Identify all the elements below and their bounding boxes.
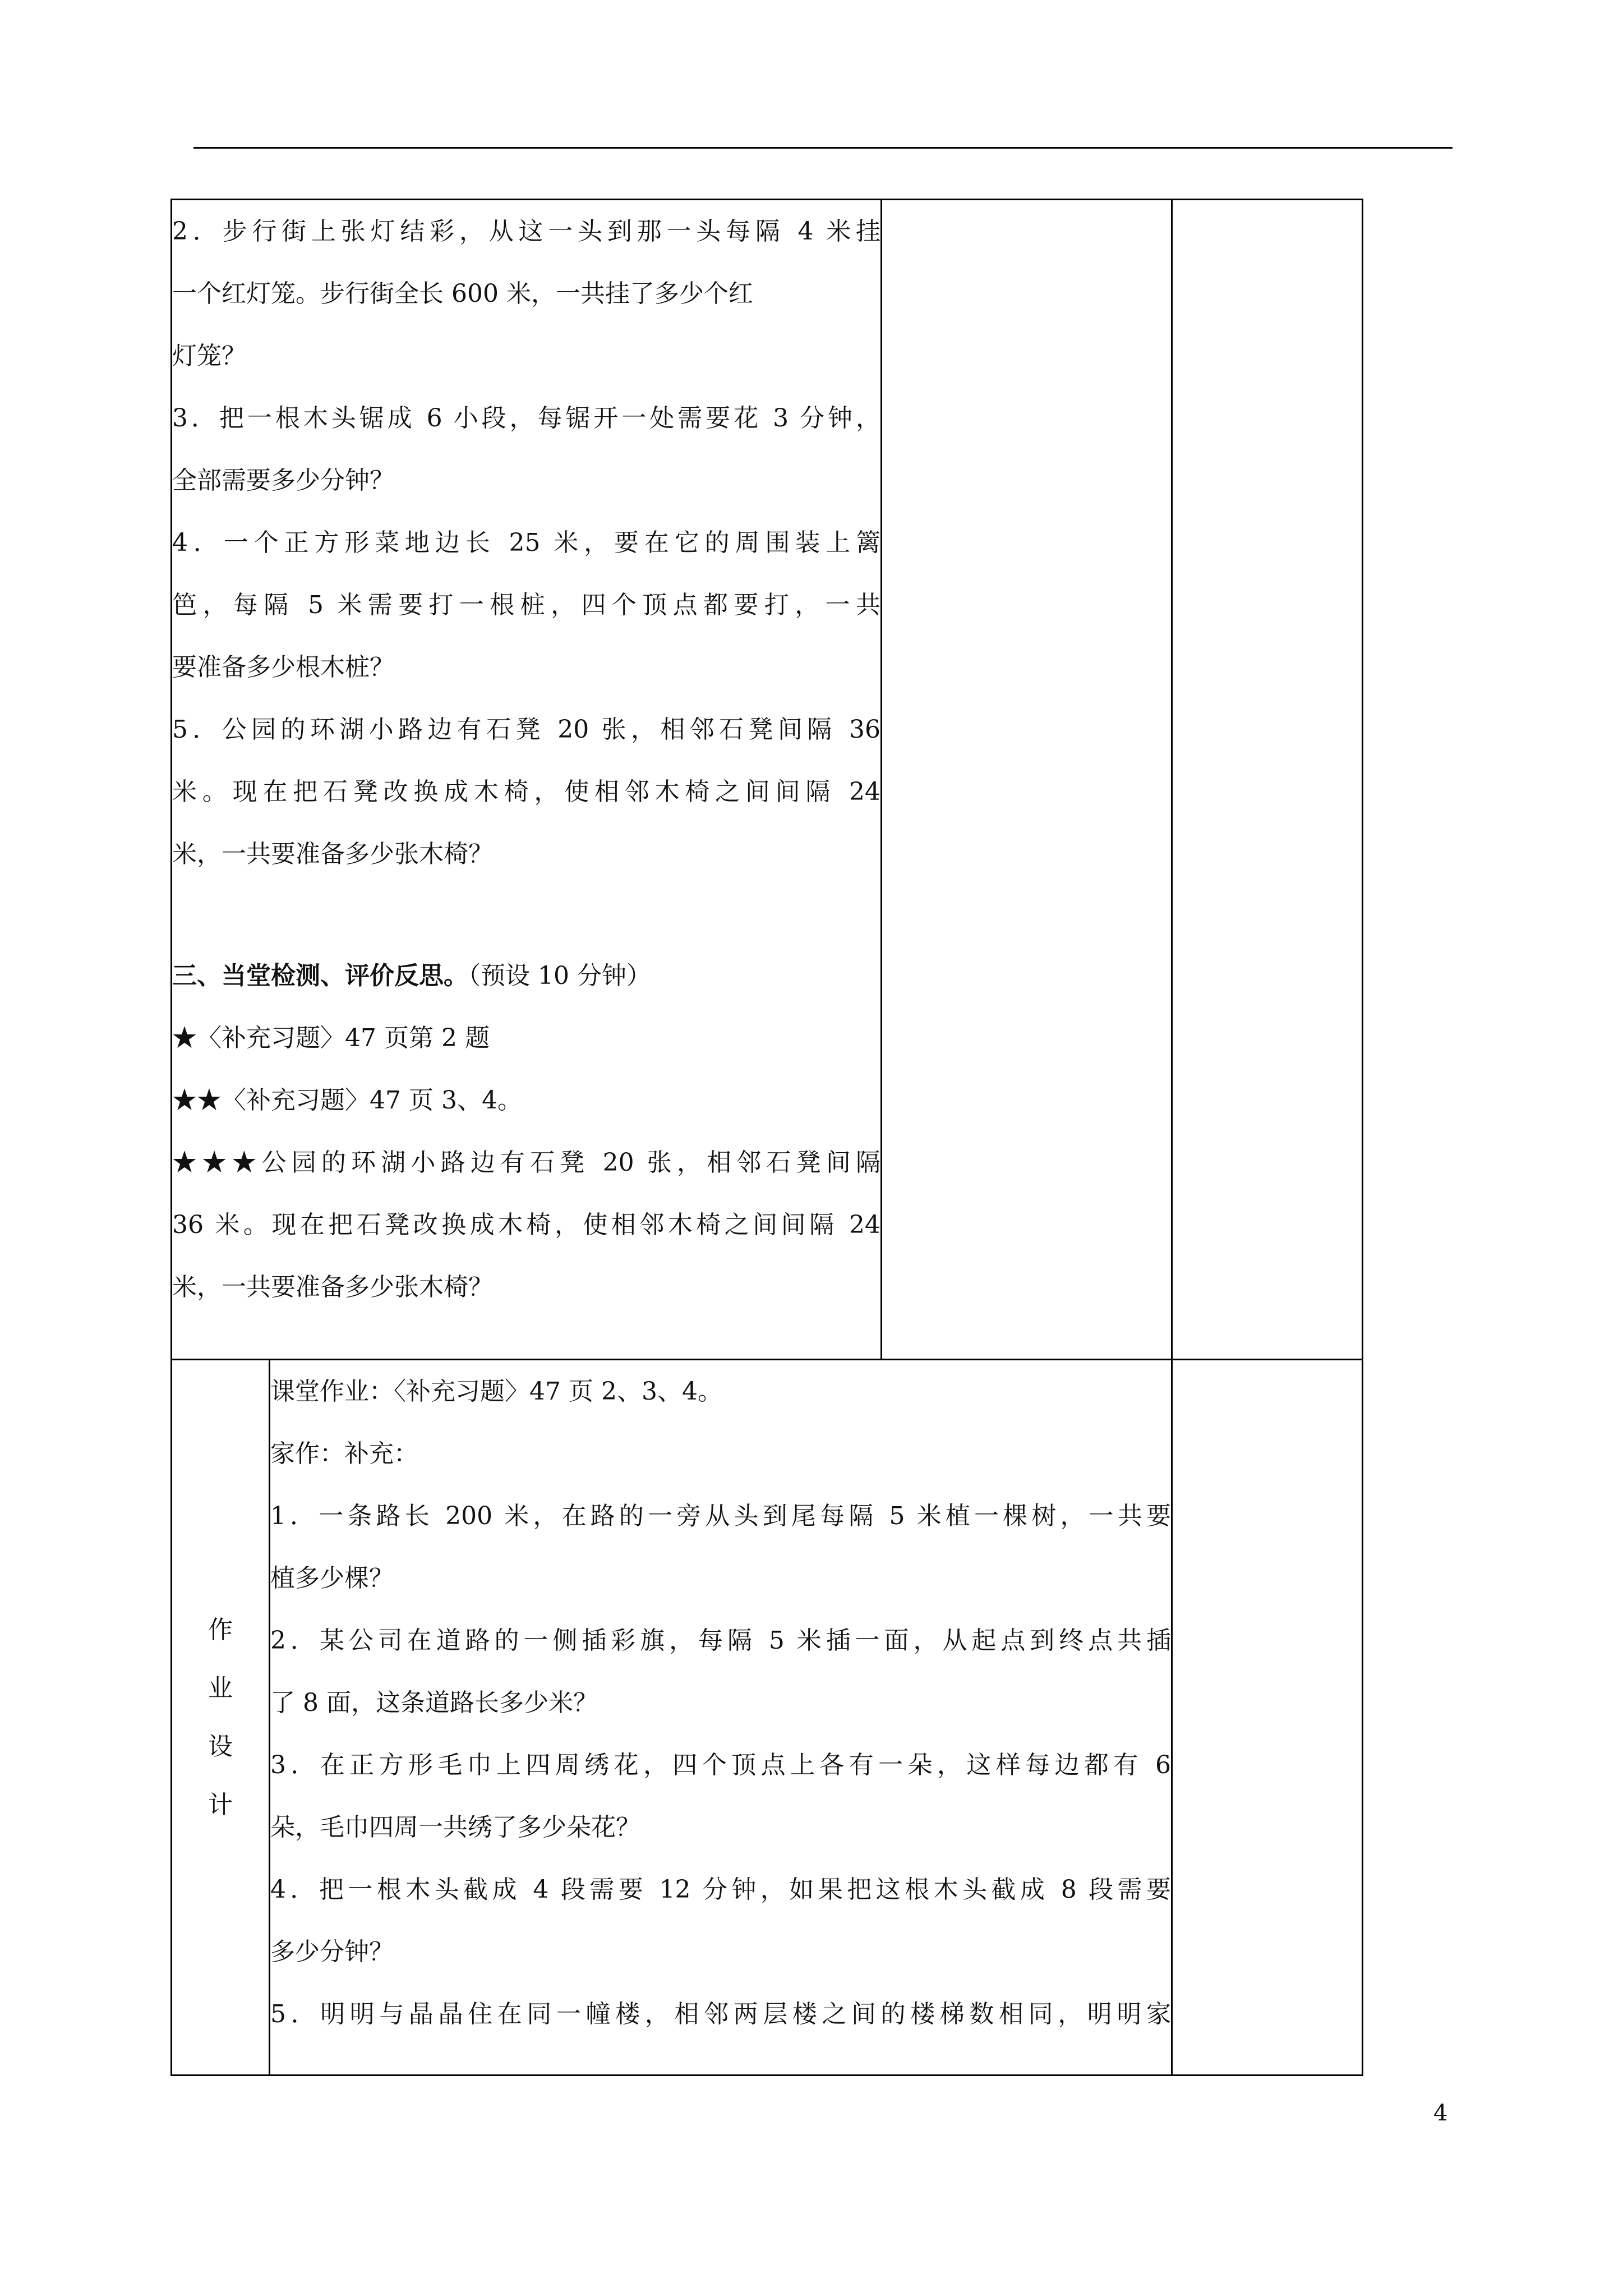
empty-cell: [882, 200, 1172, 1360]
section-heading-note: （预设 10 分钟）: [468, 961, 651, 990]
exercise-line: 米，一共要准备多少张木椅？: [172, 840, 493, 868]
header-rule: [193, 147, 1453, 149]
homework-line: 朵，毛巾四周一共绣了多少朵花？: [270, 1813, 640, 1842]
homework-label: [172, 1360, 270, 2076]
homework-line: 家作：补充：: [270, 1439, 418, 1468]
label-char: 设: [208, 1732, 233, 1761]
exercise-line: 笆，每隔 5 米需要打一根桩，四个顶点都要打，一共: [172, 591, 881, 619]
label-char: 业: [208, 1673, 233, 1703]
homework-row: [172, 1360, 1363, 2076]
label-char: 作: [208, 1615, 233, 1644]
homework-line: 4．把一根木头截成 4 段需要 12 分钟，如果把这根木头截成 8 段需要: [270, 1875, 1172, 1904]
lesson-table: [170, 199, 1363, 2076]
check-line: ★★〈补充习题〉47 页 3、4。: [172, 1086, 522, 1115]
check-line: ★★★公园的环湖小路边有石凳 20 张，相邻石凳间隔: [172, 1148, 881, 1177]
homework-line: 3．在正方形毛巾上四周绣花，四个顶点上各有一朵，这样每边都有 6: [270, 1751, 1172, 1779]
check-line: 36 米。现在把石凳改换成木椅，使相邻木椅之间间隔 24: [172, 1211, 881, 1239]
check-line: ★〈补充习题〉47 页第 2 题: [172, 1024, 490, 1052]
exercise-line: 3．把一根木头锯成 6 小段，每锯开一处需要花 3 分钟，: [172, 404, 881, 432]
exercise-line: 5．公园的环湖小路边有石凳 20 张，相邻石凳间隔 36: [172, 715, 881, 744]
homework-line: 2．某公司在道路的一侧插彩旗，每隔 5 米插一面，从起点到终点共插: [270, 1626, 1172, 1655]
exercise-line: 全部需要多少分钟？: [172, 466, 394, 495]
empty-cell: [1172, 1360, 1363, 2076]
page-number: 4: [1433, 2100, 1448, 2126]
homework-line: 了 8 面，这条道路长多少米？: [270, 1688, 598, 1717]
exercise-line: 2．步行街上张灯结彩，从这一头到那一头每隔 4 米挂: [172, 217, 881, 246]
exercise-line: 4．一个正方形菜地边长 25 米，要在它的周围装上篱: [172, 528, 881, 557]
section-heading-line: [172, 945, 880, 1007]
homework-line: 5．明明与晶晶住在同一幢楼，相邻两层楼之间的楼梯数相同，明明家: [270, 2000, 1172, 2028]
upper-row: [172, 200, 1363, 1360]
exercise-line: 米。现在把石凳改换成木椅，使相邻木椅之间间隔 24: [172, 777, 881, 806]
homework-line: 课堂作业：〈补充习题〉47 页 2、3、4。: [270, 1377, 722, 1406]
homework-line: 植多少棵？: [270, 1564, 394, 1593]
check-line: 米，一共要准备多少张木椅？: [172, 1273, 493, 1301]
exercise-line: 一个红灯笼。步行街全长 600 米，一共挂了多少个红: [172, 279, 753, 308]
label-char: 计: [208, 1790, 233, 1819]
homework-cell: [270, 1360, 1172, 2076]
section-heading: 三、当堂检测、评价反思。: [172, 961, 468, 990]
homework-line: 多少分钟？: [270, 1938, 394, 1966]
exercise-line: 灯笼？: [172, 342, 246, 370]
empty-cell: [1172, 200, 1363, 1360]
homework-line: 1．一条路长 200 米，在路的一旁从头到尾每隔 5 米植一棵树，一共要: [270, 1502, 1172, 1530]
exercise-cell: [172, 200, 882, 1360]
exercise-line: 要准备多少根木桩？: [172, 653, 394, 682]
